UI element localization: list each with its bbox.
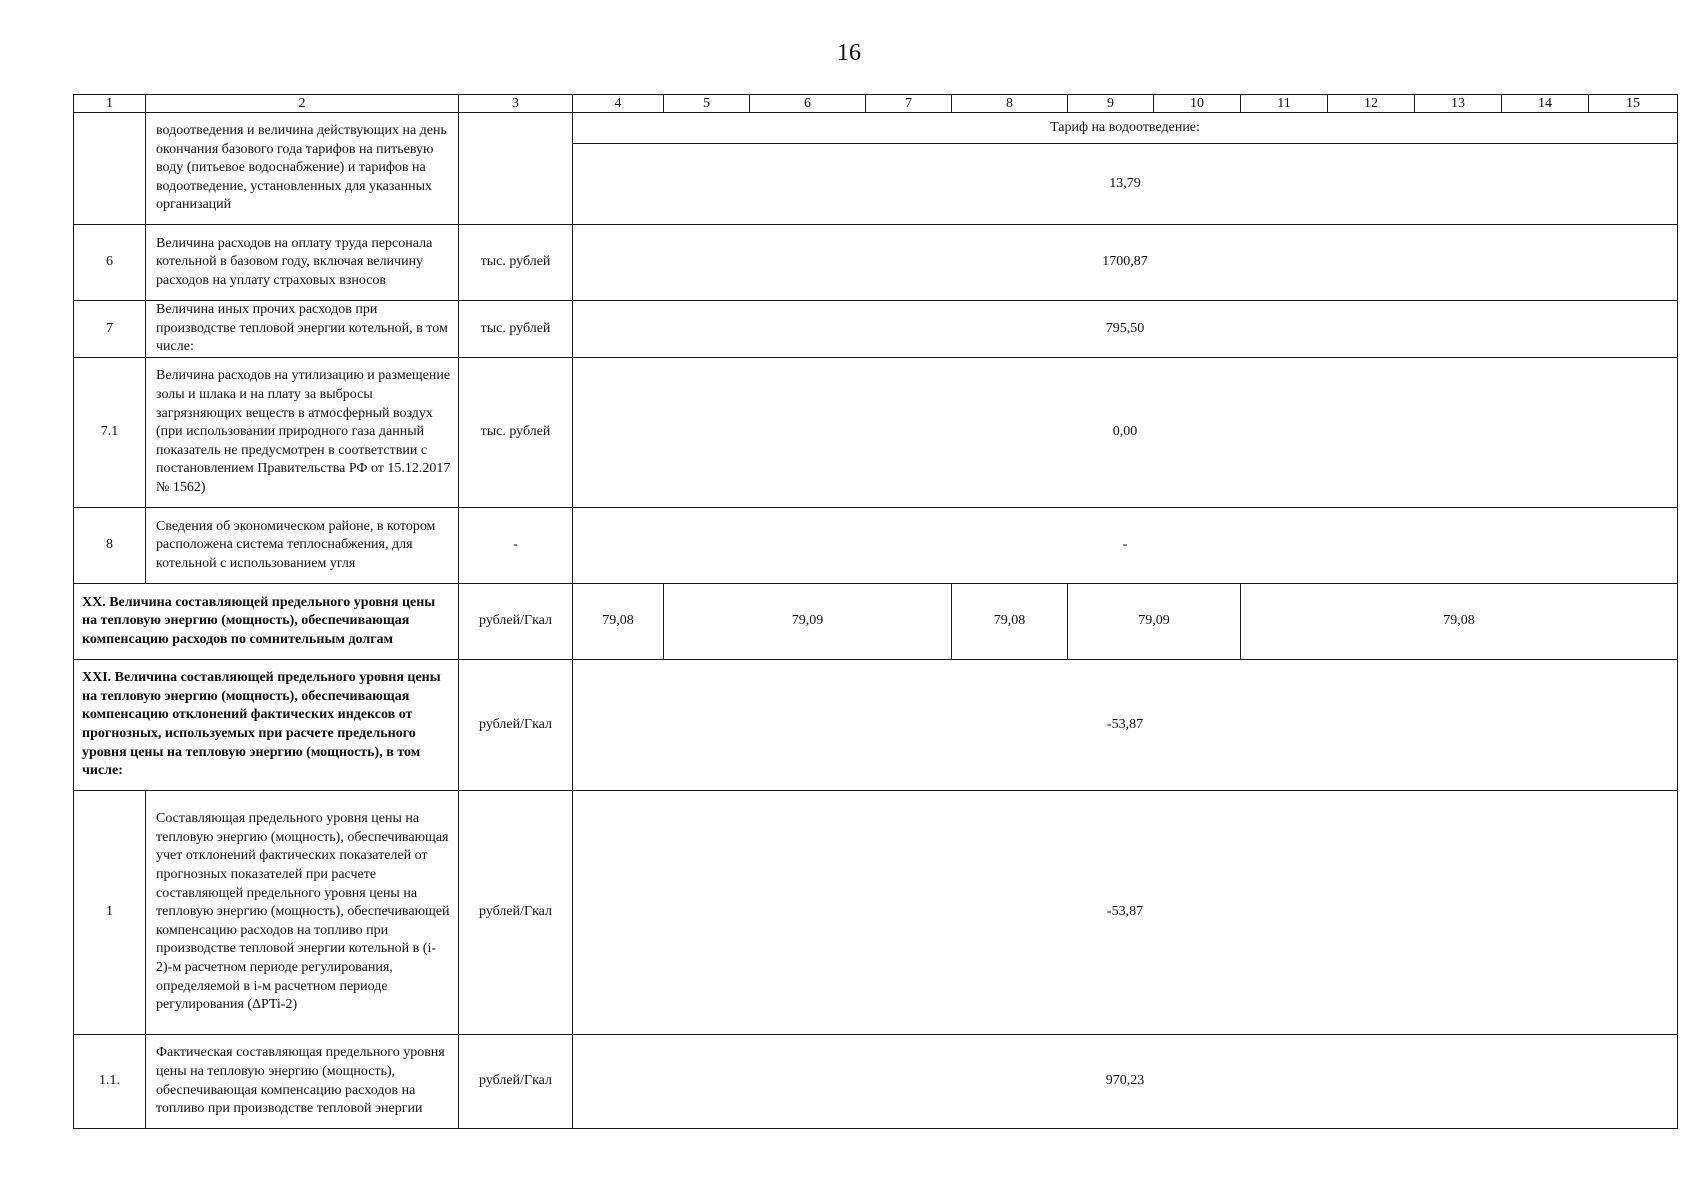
table-row [74,791,1678,1035]
column-number-row [74,95,1678,113]
row-value: 79,08 [573,584,664,660]
row-description: водоотведения и величина действующих на день окончания базового года тарифов на питьевую воду (питьевое водоснабжение) и тарифов на водоотведение, установленных для указанных организаций [146,113,459,225]
row-number: 1.1. [74,1035,146,1129]
row-value: 79,08 [952,584,1068,660]
tariff-subheader: Тариф на водоотведение: [573,113,1678,144]
column-number: 13 [1415,95,1502,113]
row-value: 970,23 [573,1035,1678,1129]
column-number: 12 [1328,95,1415,113]
table-row [74,225,1678,301]
row-unit: тыс. рублей [459,301,573,358]
row-number: 7.1 [74,358,146,508]
row-value: - [573,508,1678,584]
row-unit: рублей/Гкал [459,1035,573,1129]
column-number: 15 [1589,95,1678,113]
column-number: 9 [1068,95,1154,113]
column-number: 3 [459,95,573,113]
row-unit: тыс. рублей [459,358,573,508]
column-number: 6 [750,95,866,113]
table-row [74,584,1678,660]
row-value: 0,00 [573,358,1678,508]
row-description: Фактическая составляющая предельного уровня цены на тепловую энергию (мощность), обеспечивающая компенсацию расходов на топливо при производстве тепловой энергии [146,1035,459,1129]
row-number: 1 [74,791,146,1035]
row-number: 7 [74,301,146,358]
section-heading: XXI. Величина составляющей предельного уровня цены на тепловую энергию (мощность), обеспечивающая компенсацию отклонений фактических индексов от прогнозных, используемых при расчете предельного уровня цены на тепловую энергию (мощность), в том числе: [74,660,459,791]
row-value: -53,87 [573,660,1678,791]
row-unit: рублей/Гкал [459,660,573,791]
column-number: 11 [1241,95,1328,113]
row-description: Составляющая предельного уровня цены на тепловую энергию (мощность), обеспечивающая учет отклонений фактических показателей от прогнозных показателей при расчете составляющей предельного уровня цены на тепловую энергию (мощность), обеспечивающей компенсацию расходов на топливо при производстве тепловой энергии котельной в (i-2)-м расчетном периоде регулирования, определяемой в i-м расчетном периоде регулирования (ΔPTi-2) [146,791,459,1035]
row-description: Величина расходов на оплату труда персонала котельной в базовом году, включая величину расходов на уплату страховых взносов [146,225,459,301]
row-unit: - [459,508,573,584]
row-unit: тыс. рублей [459,225,573,301]
table-row [74,301,1678,358]
table-row [74,508,1678,584]
row-number: 6 [74,225,146,301]
row-value: 79,08 [1241,584,1678,660]
page-number: 16 [837,40,861,66]
table-row [74,1035,1678,1129]
table-row [74,113,1678,144]
column-number: 14 [1502,95,1589,113]
row-value: 79,09 [1068,584,1241,660]
column-number: 10 [1154,95,1241,113]
row-number: 8 [74,508,146,584]
column-number: 5 [664,95,750,113]
column-number: 7 [866,95,952,113]
row-description: Величина иных прочих расходов при производстве тепловой энергии котельной, в том числе: [146,301,459,358]
row-unit [459,113,573,225]
row-description: Величина расходов на утилизацию и размещение золы и шлака и на плату за выбросы загрязняющих веществ в атмосферный воздух (при использовании природного газа данный показатель не предусмотрен в соответствии с постановлением Правительства РФ от 15.12.2017 № 1562) [146,358,459,508]
row-number [74,113,146,225]
column-number: 8 [952,95,1068,113]
row-value: 1700,87 [573,225,1678,301]
tariff-table [73,94,1678,1129]
column-number: 2 [146,95,459,113]
row-unit: рублей/Гкал [459,584,573,660]
row-value: 795,50 [573,301,1678,358]
row-value: -53,87 [573,791,1678,1035]
column-number: 4 [573,95,664,113]
column-number: 1 [74,95,146,113]
row-value: 79,09 [664,584,952,660]
section-heading: XX. Величина составляющей предельного уровня цены на тепловую энергию (мощность), обеспечивающая компенсацию расходов по сомнительным долгам [74,584,459,660]
row-description: Сведения об экономическом районе, в котором расположена система теплоснабжения, для котельной с использованием угля [146,508,459,584]
row-unit: рублей/Гкал [459,791,573,1035]
row-value: 13,79 [573,144,1678,225]
table-row [74,358,1678,508]
table-row [74,660,1678,791]
